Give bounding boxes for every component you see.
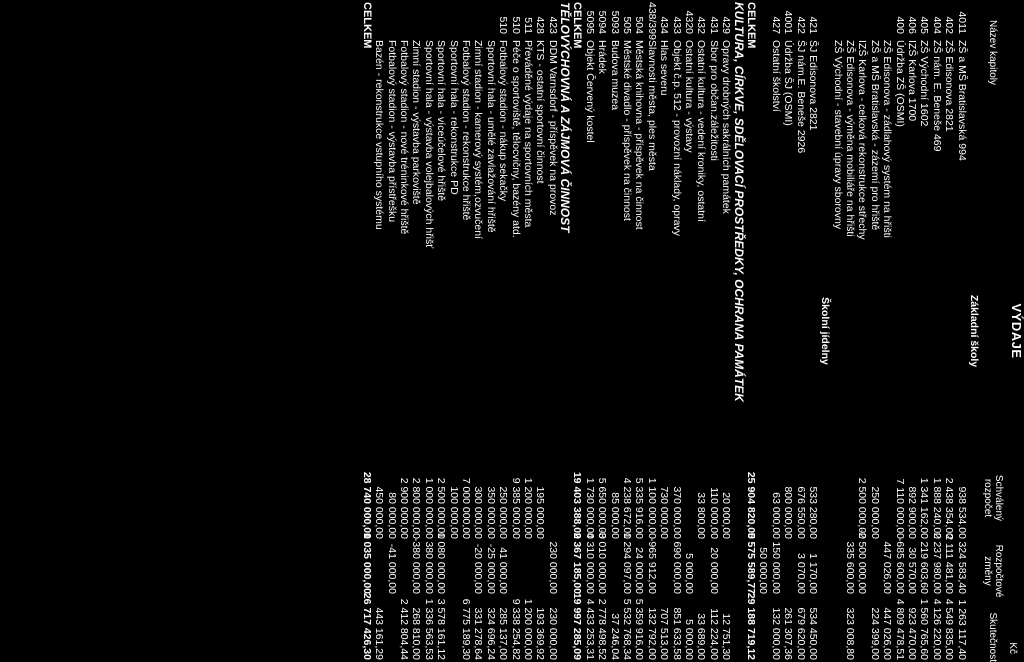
cell-approved: 1 100 000,00	[645, 477, 658, 539]
cell-actual: 5 000,00	[683, 619, 696, 660]
cell-actual: 447 026,00	[881, 607, 894, 660]
cell-approved: 2 438 354,00	[943, 477, 956, 539]
cell-approved: 350 000,00	[484, 486, 497, 539]
cell-changes: 219 603,60	[918, 541, 931, 594]
cell-actual: 5 532 768,34	[621, 598, 634, 660]
table-row	[930, 0, 942, 662]
cell-actual: 285 137,00	[497, 607, 510, 660]
cell-approved: 450 000,00	[373, 486, 386, 539]
cell-actual: 1 336 563,53	[422, 598, 435, 660]
cell-actual: 112 224,00	[707, 608, 720, 660]
cell-changes: 5 000,00	[683, 553, 696, 594]
cell-changes: -965 912,00	[645, 537, 658, 594]
cell-actual: 6 775 189,30	[459, 598, 472, 660]
cell-name: Ostatní kultura - výstavy	[683, 40, 696, 153]
cell-changes: -685 600,00	[893, 537, 906, 594]
cell-name: Opravy drobných sakrálních památek	[720, 40, 733, 214]
section-heading	[968, 0, 980, 662]
cell-name: Fotbalový stadion - nové tréninkové hřiště	[398, 40, 411, 235]
cell-approved: 938 534,00	[955, 486, 968, 539]
table-row	[943, 0, 955, 662]
table-row	[670, 0, 682, 662]
cell-changes: 41 000,00	[497, 547, 510, 594]
cell-approved: 19 403 388,00	[571, 471, 584, 539]
cell-changes: 230 000,00	[546, 541, 559, 594]
cell-name: Slavnosti města, ples města	[645, 40, 658, 171]
total-row	[571, 0, 583, 662]
table-row	[410, 0, 422, 662]
header-name: Název kapitoly	[987, 20, 998, 86]
cell-actual: 331 278,64	[472, 607, 485, 660]
cell-name: Péče o sportoviště, tělocvičny, bazény atd.	[509, 40, 522, 238]
table-row	[683, 0, 695, 662]
cell-approved: 110 000,00	[707, 487, 720, 539]
cell-actual: 534 450,00	[806, 607, 819, 660]
cell-approved: 5 650 000,00	[596, 477, 609, 539]
cell-actual: 2 778 498,52	[596, 598, 609, 660]
table-row	[608, 0, 620, 662]
cell-approved: 370 000,00	[670, 486, 683, 539]
cell-name: Údržba ZŠ (OSMI)	[893, 40, 906, 127]
cell-name: Ostatní školství	[769, 40, 782, 112]
cell-code: 4001	[782, 10, 795, 34]
cell-changes: -20 000,00	[472, 543, 485, 594]
table-row	[720, 0, 732, 662]
cell-actual: 443 161,29	[373, 607, 386, 660]
cell-actual: 1 200 000,00	[521, 598, 534, 660]
cell-approved: 800 000,00	[782, 486, 795, 539]
cell-code: 433	[670, 16, 683, 34]
cell-approved: 25 904 820,00	[744, 471, 757, 539]
cell-actual: 2 412 804,44	[398, 598, 411, 660]
table-row	[460, 0, 472, 662]
cell-actual: 230 000,00	[546, 607, 559, 660]
cell-approved: 2 800 000,00	[410, 477, 423, 539]
cell-actual: 132 792,00	[645, 607, 658, 660]
cell-actual: 707 513,00	[658, 607, 671, 660]
cell-changes: 2 111 481,00	[943, 534, 956, 594]
cell-approved: 676 550,00	[794, 486, 807, 539]
cell-approved: 892 900,00	[906, 486, 919, 539]
header-actual: Skutečnost	[987, 612, 998, 662]
cell-name: Městská knihovna - příspěvek na činnost	[633, 40, 646, 230]
cell-changes: 3 070,00	[794, 553, 807, 594]
table-row	[782, 0, 794, 662]
budget-table	[360, 0, 980, 662]
table-row	[707, 0, 719, 662]
cell-changes: -41 000,00	[385, 543, 398, 594]
table-row	[447, 0, 459, 662]
cell-name: ZŠ Edisonova - zádlahový systém na hřišti	[881, 40, 894, 238]
cell-code: 5095	[583, 10, 596, 34]
table-row	[497, 0, 509, 662]
cell-name: Fotbalový stadion - výstavba přístřešku	[385, 40, 398, 223]
table-row	[435, 0, 447, 662]
cell-changes: 30 570,00	[906, 547, 919, 594]
cell-code: 434	[658, 16, 671, 34]
cell-name: KULTURA, CÍRKVE, SDĚLOVACÍ PROSTŘEDKY, OCHRANA PAMÁTEK	[731, 2, 746, 402]
cell-changes: 1 080 000,00	[435, 532, 448, 594]
table-row	[509, 0, 521, 662]
currency-label: Kč	[1007, 642, 1018, 654]
cell-code: 510	[509, 16, 522, 34]
cell-code: 422	[794, 16, 807, 34]
cell-approved: 1 730 000,00	[583, 477, 596, 539]
cell-name: Bazén - rekonstrukce vstupního systému	[373, 40, 386, 230]
table-row	[807, 0, 819, 662]
cell-changes: 324 583,40	[955, 541, 968, 594]
table-row	[893, 0, 905, 662]
cell-changes: 4 310 000,00	[583, 532, 596, 594]
table-row	[955, 0, 967, 662]
cell-name: Sportovní hala - víceúčelové hřiště	[435, 40, 448, 202]
cell-code: 427	[769, 16, 782, 34]
cell-changes: 50 000,00	[757, 547, 770, 594]
cell-name: IZŠ Karlova - celková rekonstrukce střechy	[856, 40, 869, 240]
cell-code: 504	[633, 16, 646, 34]
cell-name: ZŠ a MŠ Bratislavská 994	[955, 40, 968, 161]
cell-approved: 85 000,00	[608, 492, 621, 539]
cell-changes: 2 237 980,00	[930, 532, 943, 594]
cell-actual: 26 717 426,30	[360, 592, 373, 660]
cell-actual: 5 359 916,00	[633, 598, 646, 660]
cell-actual: 3 578 161,12	[435, 598, 448, 660]
table-row	[769, 0, 781, 662]
cell-name: Hrádek	[596, 40, 609, 74]
cell-actual: 4 809 478,51	[893, 598, 906, 660]
cell-approved: 250 000,00	[868, 486, 881, 539]
cell-name: Fotbalový stadion - rekonstrukce hřiště	[459, 40, 472, 221]
cell-approved: 33 800,00	[695, 492, 708, 539]
cell-name: Fotbalový stadion - nákup sekačky	[497, 40, 510, 202]
cell-approved: 4 238 672,00	[621, 477, 634, 539]
cell-name: ZŠ Edisonova - výměna mobiliáře na hřišti	[844, 40, 857, 237]
cell-name: Objekt č.p. 512 - provozní náklady, opravy	[670, 40, 683, 236]
table-row	[856, 0, 868, 662]
cell-code: 406	[906, 16, 919, 34]
table-row	[522, 0, 534, 662]
cell-name: TĚLOVÝCHOVNÁ A ZÁJMOVÁ ČINNOST	[558, 2, 573, 233]
cell-name: Městské divadlo - příspěvek na činnost	[621, 40, 634, 221]
cell-actual: 268 810,00	[410, 607, 423, 660]
cell-approved: 2 500 000,00	[435, 477, 448, 539]
cell-approved: 195 000,00	[534, 486, 547, 539]
cell-code: 404	[930, 16, 943, 34]
cell-name: ZŠ nám. E. Beneše 469	[930, 40, 943, 152]
cell-approved: 2 900 000,00	[398, 477, 411, 539]
cell-code: 402	[943, 16, 956, 34]
cell-approved: 1 341 162,00	[918, 477, 931, 539]
cell-changes: 1 035 000,00	[360, 532, 373, 594]
cell-name: ŠJ nám.E. Beneše 2926	[794, 40, 807, 154]
cell-code: 429	[720, 16, 733, 34]
cell-changes: 447 026,00	[881, 541, 894, 594]
cell-changes: 335 600,00	[844, 541, 857, 594]
cell-name: DDM Varnsdorf - příspěvek na provoz	[546, 40, 559, 216]
cell-name: ZŠ Východní 1602	[918, 40, 931, 127]
cell-approved: 1 888 240,00	[930, 477, 943, 539]
cell-approved: 300 000,00	[472, 486, 485, 539]
table-row	[633, 0, 645, 662]
cell-name: Budova muzea	[608, 40, 621, 111]
table-header	[978, 0, 1004, 662]
cell-name: ZŠ Edisonova 2821	[943, 40, 956, 132]
cell-name: Údržba ŠJ (OSMI)	[782, 40, 795, 126]
cell-actual: 132 000,00	[769, 607, 782, 660]
table-row	[757, 0, 769, 662]
cell-actual: 9 338 254,82	[509, 598, 522, 660]
cell-name: IZŠ Karlova 1700	[906, 40, 919, 122]
table-row	[422, 0, 434, 662]
cell-approved: 20 000,00	[720, 492, 733, 539]
cell-name: CELKEM	[744, 2, 757, 49]
cell-approved: 9 385 000,00	[509, 477, 522, 539]
cell-changes: 150 000,00	[769, 541, 782, 594]
cell-actual: 261 307,36	[782, 607, 795, 660]
cell-code: 4320	[683, 10, 696, 34]
cell-code: 5093	[608, 10, 621, 34]
section-heading	[559, 0, 571, 662]
table-row	[868, 0, 880, 662]
cell-approved: 1 000 000,00	[422, 477, 435, 539]
cell-approved: 7 000 000,00	[459, 477, 472, 539]
table-row	[472, 0, 484, 662]
cell-actual: 679 620,00	[794, 607, 807, 660]
cell-actual: 324 696,24	[484, 607, 497, 660]
cell-actual: 851 633,58	[670, 607, 683, 660]
header-changes: Rozpočtové změny	[982, 544, 1004, 598]
cell-name: Sportovní hala - umělé zavlažování hřiště	[484, 40, 497, 233]
cell-code: 432	[695, 16, 708, 34]
cell-changes: 380 000,00	[422, 541, 435, 594]
total-row	[745, 0, 757, 662]
cell-name: Převáděné výdaje na sportovních města	[521, 40, 534, 228]
cell-changes: 5 575 589,77	[744, 532, 757, 594]
cell-name: Hlas severu	[658, 40, 671, 96]
cell-code: 5094	[596, 10, 609, 34]
cell-actual: 37 246,04	[608, 613, 621, 660]
cell-actual: 29 188 719,12	[744, 592, 757, 660]
cell-approved: 100 000,00	[447, 486, 460, 539]
cell-code: 421	[806, 16, 819, 34]
cell-changes: 1 170,00	[806, 553, 819, 594]
header-approved: Schválený rozpočet	[982, 474, 1004, 522]
table-row	[534, 0, 546, 662]
table-row	[596, 0, 608, 662]
cell-changes: -2 500 000,00	[856, 529, 869, 594]
cell-code: 428	[534, 16, 547, 34]
cell-approved: 2 500 000,00	[856, 477, 869, 539]
cell-name: Zimní stadion - výstavba parkoviště	[410, 40, 423, 205]
cell-actual: 4 549 835,00	[943, 598, 956, 660]
table-row	[831, 0, 843, 662]
cell-code: 4011	[955, 11, 968, 34]
cell-name: Zimní stadion - kamerový systém,ozvučení	[472, 40, 485, 239]
cell-name: Ostatní kultura - vedení kroniky, ostatní	[695, 40, 708, 222]
cell-actual: 923 470,00	[906, 607, 919, 660]
cell-code: 423	[546, 16, 559, 34]
cell-name: ŠJ Edisonova 2821	[806, 40, 819, 131]
section-heading	[732, 0, 744, 662]
cell-approved: 730 000,00	[658, 486, 671, 539]
cell-changes: -3 010 000,00	[596, 529, 609, 594]
cell-code: 438/399	[645, 2, 658, 40]
cell-code: 431	[707, 16, 720, 34]
cell-name: Sportovní hala - výstavba volejbalových hřišť	[422, 40, 435, 249]
table-row	[844, 0, 856, 662]
cell-actual: 1 263 117,40	[955, 599, 968, 660]
table-row	[881, 0, 893, 662]
table-row	[584, 0, 596, 662]
cell-name: Sportovní hala - rekonstrukce PD	[447, 40, 460, 195]
table-row	[484, 0, 496, 662]
table-row	[398, 0, 410, 662]
cell-changes: 690 000,00	[670, 541, 683, 594]
cell-name: ZŠ Východní - stavební úpravy sborovny	[831, 40, 844, 230]
cell-name: CELKEM	[360, 2, 373, 49]
table-row	[794, 0, 806, 662]
cell-approved: 250 000,00	[497, 486, 510, 539]
cell-code: 510	[497, 16, 510, 34]
cell-changes: 20 000,00	[707, 547, 720, 594]
page-title: VÝDAJE	[1009, 303, 1024, 359]
table-row	[695, 0, 707, 662]
cell-changes: 2 367 185,00	[571, 532, 584, 594]
cell-approved: 28 740 000,00	[360, 471, 373, 539]
table-row	[645, 0, 657, 662]
cell-approved: 533 280,00	[806, 486, 819, 539]
cell-code: 505	[621, 16, 634, 34]
cell-changes: 1 294 097,00	[621, 532, 634, 594]
cell-name: KTS - ostatní sportovní činnost	[534, 40, 547, 184]
table-row	[906, 0, 918, 662]
cell-name: Základní školy	[968, 294, 980, 368]
cell-approved: 7 110 000,00	[893, 478, 906, 539]
cell-actual: 323 008,80	[844, 607, 857, 660]
table-row	[658, 0, 670, 662]
cell-actual: 224 399,00	[868, 607, 881, 660]
cell-actual: 193 369,92	[534, 607, 547, 660]
cell-approved: 80 000,00	[385, 492, 398, 539]
cell-actual: 33 689,00	[695, 613, 708, 660]
table-row	[385, 0, 397, 662]
cell-changes: -25 000,00	[484, 543, 497, 594]
table-row	[918, 0, 930, 662]
cell-name: Objekt Červený kostel	[583, 40, 596, 143]
total-row	[360, 0, 372, 662]
cell-approved: 5 335 916,00	[633, 477, 646, 539]
cell-actual: 4 433 253,31	[583, 598, 596, 660]
cell-actual: 19 997 285,09	[571, 592, 584, 660]
cell-changes: -380 000,00	[410, 537, 423, 594]
table-row	[621, 0, 633, 662]
cell-name: CELKEM	[571, 2, 584, 49]
cell-approved: 1 200 000,00	[521, 477, 534, 539]
section-heading	[819, 0, 831, 662]
cell-name: Sbor pro občan.záležitosti	[707, 40, 720, 161]
cell-actual: 12 751,30	[720, 613, 733, 660]
cell-approved: 63 000,00	[769, 492, 782, 539]
cell-code: 511	[521, 17, 534, 34]
cell-code: 400	[893, 16, 906, 34]
table-row	[546, 0, 558, 662]
table-row	[373, 0, 385, 662]
cell-actual: 4 126 220,00	[930, 598, 943, 660]
cell-code: 405	[918, 16, 931, 34]
cell-name: ZŠ a MŠ Bratislavská - zázemí pro hřiště	[868, 40, 881, 231]
cell-changes: 24 000,00	[633, 547, 646, 594]
cell-actual: 1 560 765,60	[918, 598, 931, 660]
cell-name: Školní jídelny	[819, 297, 832, 365]
